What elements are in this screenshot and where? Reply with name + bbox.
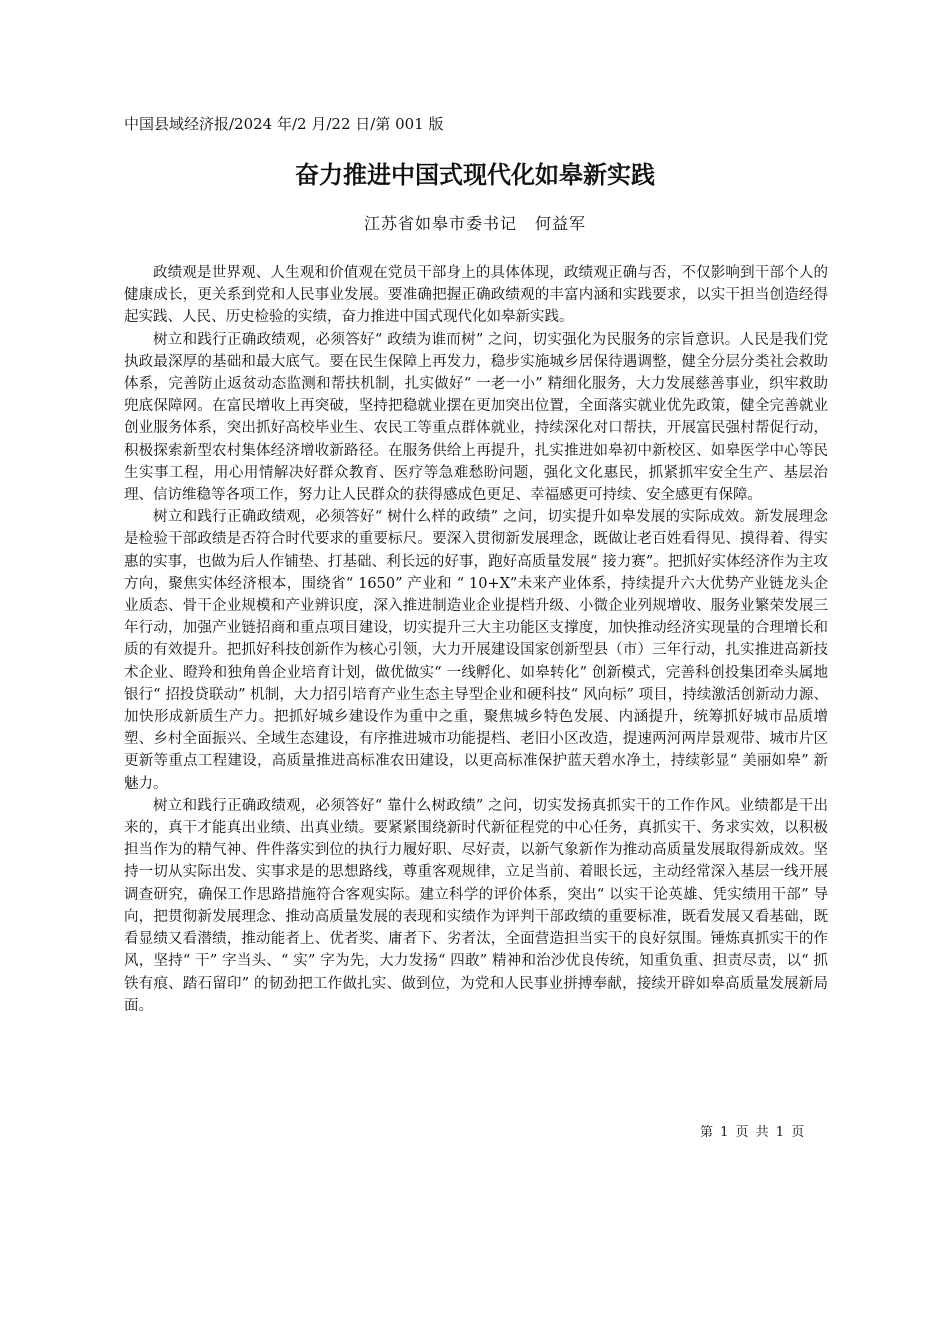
- paragraph: 树立和践行正确政绩观，必须答好“ 政绩为谁而树” 之问，切实强化为民服务的宗旨意识。人民是我们党执政最深厚的基础和最大底气。要在民生保障上再发力，稳步实施城乡居保待遇调整，健全分层分类社会救助体系，完善防止返贫动态监测和帮扶机制，扎实做好“ 一老一小” 精细化服务，大力发展慈善事业，织牢救助兜底保障网。在富民增收上再突破，坚持把稳就业摆在更加突出位置，全面落实就业优先政策，健全完善就业创业服务体系，突出抓好高校毕业生、农民工等重点群体就业，持续深化对口帮扶，开展富民强村帮促行动，积极探索新型农村集体经济增收新路径。在服务供给上再提升，扎实推进如皋初中新校区、如皋医学中心等民生实事工程，用心用情解决好群众教育、医疗等急难愁盼问题，强化文化惠民，抓紧抓牢安全生产、基层治理、信访维稳等各项工作，努力让人民群众的获得感成色更足、幸福感更可持续、安全感更有保障。: [124, 331, 828, 504]
- paragraph: 树立和践行正确政绩观，必须答好“ 树什么样的政绩” 之问，切实提升如皋发展的实际成效。新发展理念是检验干部政绩是否符合时代要求的重要标尺。要深入贯彻新发展理念，既做让老百姓看得见、摸得着、得实惠的实事，也做为后人作铺垫、打基础、利长远的好事，跑好高质量发展“ 接力赛”。把抓好实体经济作为主攻方向，聚焦实体经济根本，围绕省“ 1650” 产业和 “ 10+X”未来产业体系，持续提升六大优势产业链龙头企业质态、骨干企业规模和产业辨识度，深入推进制造业企业提档升级、小微企业列规增收、服务业繁荣发展三年行动，加强产业链招商和重点项目建设，切实提升三大主功能区支撑度，加快推动经济实现量的合理增长和质的有效提升。把抓好科技创新作为核心引领，大力开展建设国家创新型县（市）三年行动，扎实推进高新技术企业、瞪羚和独角兽企业培育计划，做优做实“ 一线孵化、如皋转化” 创新模式，完善科创投集团牵头属地银行“ 招投贷联动” 机制，大力招引培育产业生态主导型企业和硬科技“ 风向标” 项目，持续激活创新动力源、加快形成新质生产力。把抓好城乡建设作为重中之重，聚焦城乡特色发展、内涵提升，统筹抓好城市品质增塑、乡村全面振兴、全域生态建设，有序推进城市功能提档、老旧小区改造，提速两河两岸景观带、城市片区更新等重点工程建设，高质量推进高标准农田建设，以更高标准保护蓝天碧水净土，持续彰显“ 美丽如皋” 新魅力。: [124, 509, 828, 792]
- author-role: 江苏省如皋市委书记: [363, 214, 517, 233]
- source-line: 中国县域经济报/2024 年/2 月/22 日/第 001 版: [124, 115, 444, 133]
- paragraph: 政绩观是世界观、人生观和价值观在党员干部身上的具体体现，政绩观正确与否，不仅影响到干部个人的健康成长，更关系到党和人民事业发展。要准确把握正确政绩观的丰富内涵和实践要求，以实干担当创造经得起实践、人民、历史检验的实绩，奋力推进中国式现代化如皋新实践。: [124, 265, 828, 326]
- author-name: 何益军: [535, 214, 587, 233]
- article-title: 奋力推进中国式现代化如皋新实践: [295, 161, 655, 189]
- article-body: [124, 262, 828, 1017]
- byline: [0, 212, 950, 236]
- paragraph: 树立和践行正确政绩观，必须答好“ 靠什么树政绩” 之问，切实发扬真抓实干的工作作风。业绩都是干出来的，真干才能真出业绩、出真业绩。要紧紧围绕新时代新征程党的中心任务，真抓实干、务求实效，以积极担当作为的精气神、件件落实到位的执行力履好职、尽好责，以新气象新作为推动高质量发展取得新成效。坚持一切从实际出发、实事求是的思想路线，尊重客观规律，立足当前、着眼长远，主动经常深入基层一线开展调查研究，确保工作思路措施符合客观实际。建立科学的评价体系，突出“ 以实干论英雄、凭实绩用干部” 导向，把贯彻新发展理念、推动高质量发展的表现和实绩作为评判干部政绩的重要标准，既看发展又看基础，既看显绩又看潜绩，推动能者上、优者奖、庸者下、劣者汰，全面营造担当实干的良好氛围。锤炼真抓实干的作风，坚持“ 干” 字当头、“ 实” 字为先，大力发扬“ 四敢” 精神和治沙优良传统，知重负重、担责尽责，以“ 抓铁有痕、踏石留印” 的韧劲把工作做扎实、做到位，为党和人民事业拼搏奉献，接续开辟如皋高质量发展新局面。: [124, 797, 828, 1014]
- page-number: 第 1 页 共 1 页: [700, 1125, 805, 1140]
